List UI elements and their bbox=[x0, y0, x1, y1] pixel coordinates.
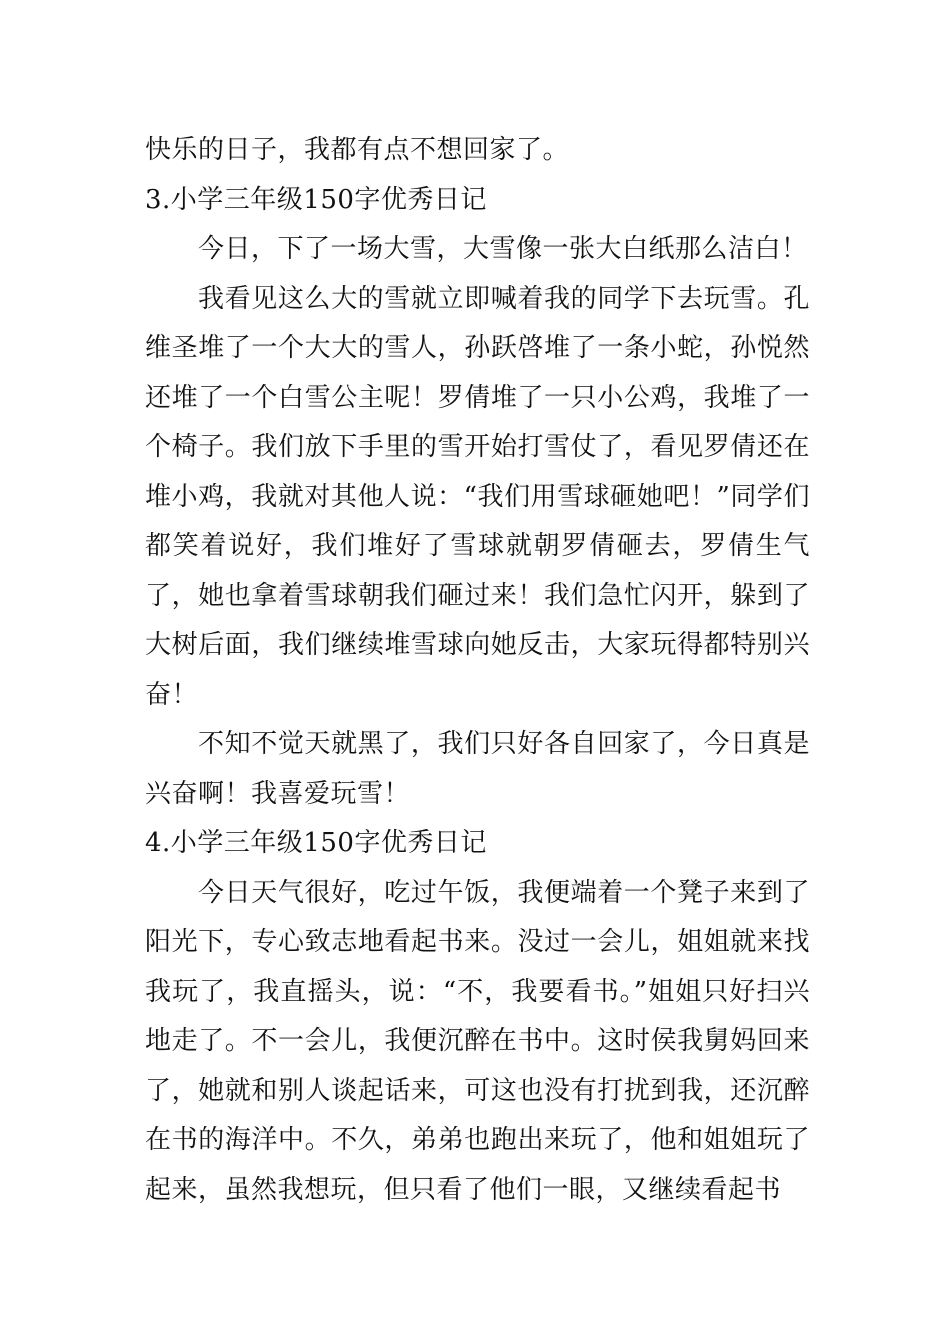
section-heading-4: 4.小学三年级150字优秀日记 bbox=[145, 828, 487, 858]
document-body bbox=[145, 126, 810, 1215]
paragraph: 今日，下了一场大雪，大雪像一张大白纸那么洁白！ bbox=[198, 234, 808, 264]
section-heading-3: 3.小学三年级150字优秀日记 bbox=[145, 184, 487, 215]
paragraph: 不知不觉天就黑了，我们只好各自回家了，今日真是兴奋啊！我喜爱玩雪！ bbox=[145, 729, 810, 809]
paragraph: 今日天气很好，吃过午饭，我便端着一个凳子来到了阳光下，专心致志地看起书来。没过一会儿，姐姐就来找我玩了，我直摇头，说：“不，我要看书。”姐姐只好扫兴地走了。不一会儿，我便沉醉在书中。这时侯我舅妈回来了，她就和别人谈起话来，可这也没有打扰到我，还沉醉在书的海洋中。不久，弟弟也跑出来玩了，他和姐姐玩了起来，虽然我想玩，但只看了他们一眼，又继续看起书 bbox=[145, 877, 810, 1205]
paragraph-continuation: 快乐的日子，我都有点不想回家了。 bbox=[145, 135, 570, 165]
paragraph: 我看见这么大的雪就立即喊着我的同学下去玩雪。孔维圣堆了一个大大的雪人，孙跃啓堆了一条小蛇，孙悦然还堆了一个白雪公主呢！罗倩堆了一只小公鸡，我堆了一个椅子。我们放下手里的雪开始打雪仗了，看见罗倩还在堆小鸡，我就对其他人说：“我们用雪球砸她吧！”同学们都笑着说好，我们堆好了雪球就朝罗倩砸去，罗倩生气了，她也拿着雪球朝我们砸过来！我们急忙闪开，躲到了大树后面，我们继续堆雪球向她反击，大家玩得都特别兴奋！ bbox=[145, 283, 810, 710]
